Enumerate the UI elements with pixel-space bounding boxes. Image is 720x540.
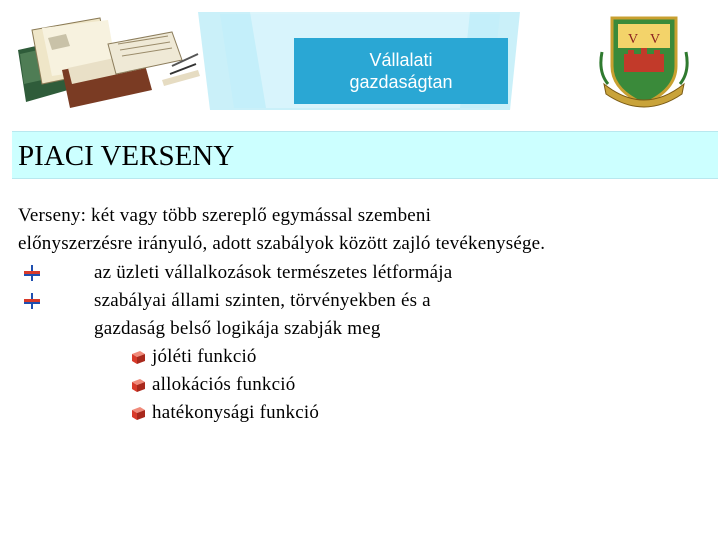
definition-line-1: Verseny: két vagy több szereplő egymással szembeni [18,205,432,226]
bullet-text: szabályai állami szinten, törvényekben és a [94,290,431,311]
red-cube-bullet-icon [130,378,146,393]
sub-bullet-text: jóléti funkció [152,346,257,367]
slide-title: PIACI VERSENY [18,140,235,172]
bullet-continuation: gazdaság belső logikája szabják meg [94,318,381,339]
red-cube-bullet-icon [130,350,146,365]
course-title-line2: gazdaságtan [349,72,453,92]
red-cube-bullet-icon [130,406,146,421]
bullet-text: az üzleti vállalkozások természetes létformája [94,262,453,283]
title-bar [12,131,718,179]
arrow-bullet-icon [24,265,40,281]
university-crest-icon [598,12,690,112]
sub-bullet-text: allokációs funkció [152,374,296,395]
books-illustration-icon [12,10,202,118]
course-title [294,38,508,104]
sub-bullet-text: hatékonysági funkció [152,402,320,423]
definition-line-2: előnyszerzésre irányuló, adott szabályok között zajló tevékenysége. [18,233,546,254]
svg-text:V: V [650,32,661,47]
svg-text:V: V [628,32,639,47]
arrow-bullet-icon [24,293,40,309]
course-title-line1: Vállalati [369,50,433,70]
